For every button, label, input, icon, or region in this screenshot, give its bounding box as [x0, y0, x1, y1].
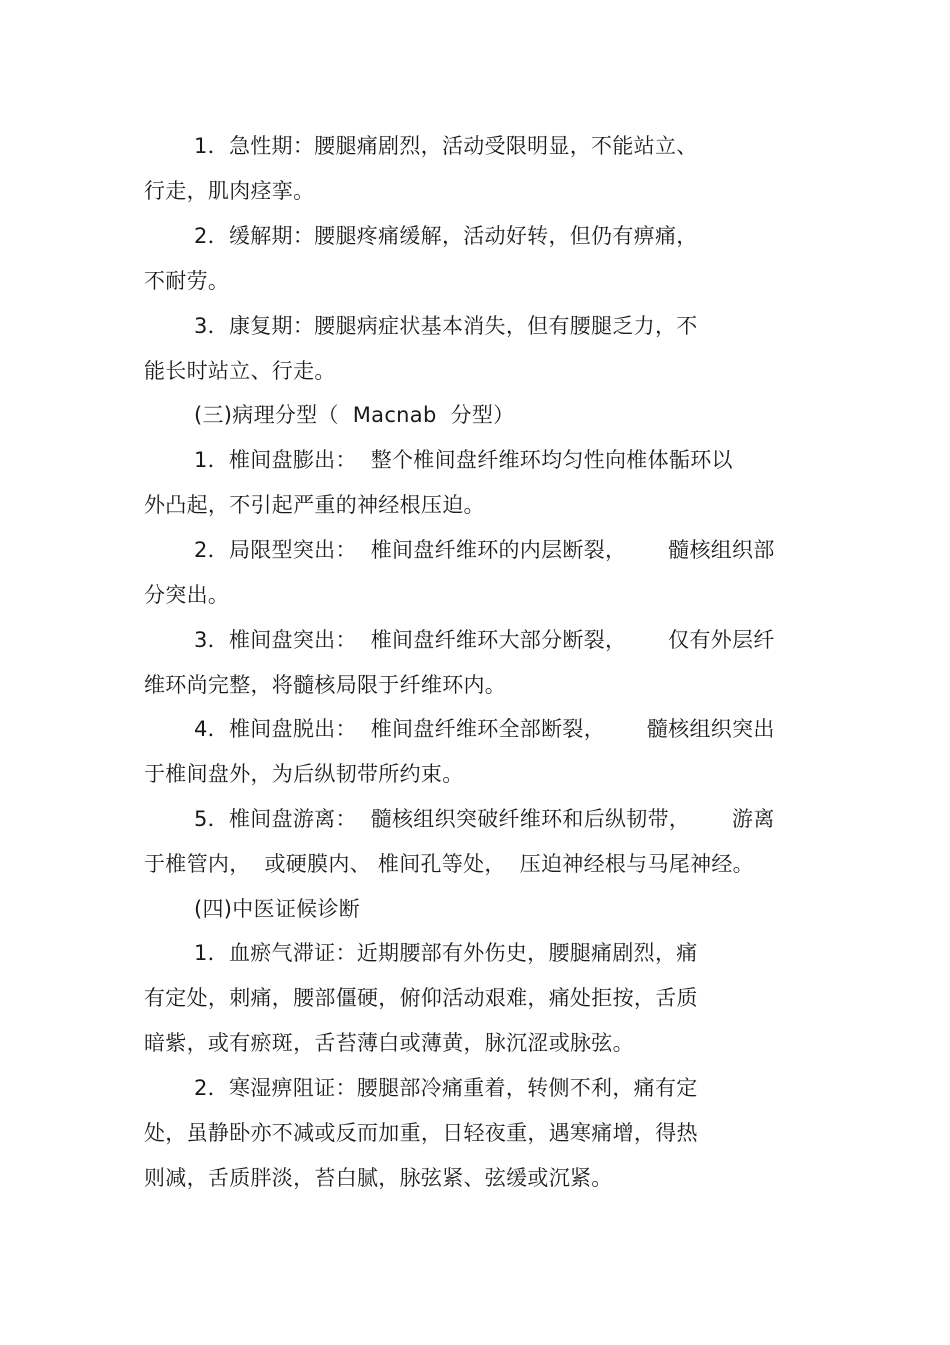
text-line: 1．椎间盘膨出： 整个椎间盘纤维环均匀性向椎体骺环以: [194, 448, 733, 472]
text-line: 1．血瘀气滞证：近期腰部有外伤史，腰腿痛剧烈，痛: [194, 941, 698, 965]
section-heading: (三)病理分型（ Macnab 分型）: [194, 403, 515, 427]
text-line: 处，虽静卧亦不减或反而加重，日轻夜重，遇寒痛增，得热: [144, 1121, 698, 1145]
text-line: 2．寒湿痹阻证：腰腿部冷痛重着，转侧不利，痛有定: [194, 1076, 698, 1100]
text-line: 暗紫，或有瘀斑，舌苔薄白或薄黄，脉沉涩或脉弦。: [144, 1031, 634, 1055]
text-line: 2．缓解期：腰腿疼痛缓解，活动好转，但仍有痹痛，: [194, 224, 698, 248]
text-line: 4．椎间盘脱出： 椎间盘纤维环全部断裂， 髓核组织突出: [194, 717, 775, 741]
text-line: 有定处，刺痛，腰部僵硬，俯仰活动艰难，痛处拒按，舌质: [144, 986, 698, 1010]
section-heading: (四)中医证候诊断: [194, 897, 361, 921]
text-line: 3．椎间盘突出： 椎间盘纤维环大部分断裂， 仅有外层纤: [194, 628, 775, 652]
text-line: 于椎管内， 或硬膜内、 椎间孔等处， 压迫神经根与马尾神经。: [144, 852, 754, 876]
text-line: 能长时站立、行走。: [144, 359, 336, 383]
text-line: 则减，舌质胖淡，苔白腻，脉弦紧、弦缓或沉紧。: [144, 1166, 613, 1190]
text-line: 5．椎间盘游离： 髓核组织突破纤维环和后纵韧带， 游离: [194, 807, 775, 831]
text-line: 2．局限型突出： 椎间盘纤维环的内层断裂， 髓核组织部: [194, 538, 775, 562]
text-line: 不耐劳。: [144, 269, 230, 293]
text-line: 于椎间盘外，为后纵韧带所约束。: [144, 762, 464, 786]
text-line: 1．急性期：腰腿痛剧烈，活动受限明显，不能站立、: [194, 134, 698, 158]
text-line: 维环尚完整，将髓核局限于纤维环内。: [144, 673, 507, 697]
text-line: 行走，肌肉痉挛。: [144, 179, 315, 203]
text-line: 外凸起，不引起严重的神经根压迫。: [144, 493, 485, 517]
text-line: 3．康复期：腰腿病症状基本消失，但有腰腿乏力，不: [194, 314, 698, 338]
text-line: 分突出。: [144, 583, 230, 607]
